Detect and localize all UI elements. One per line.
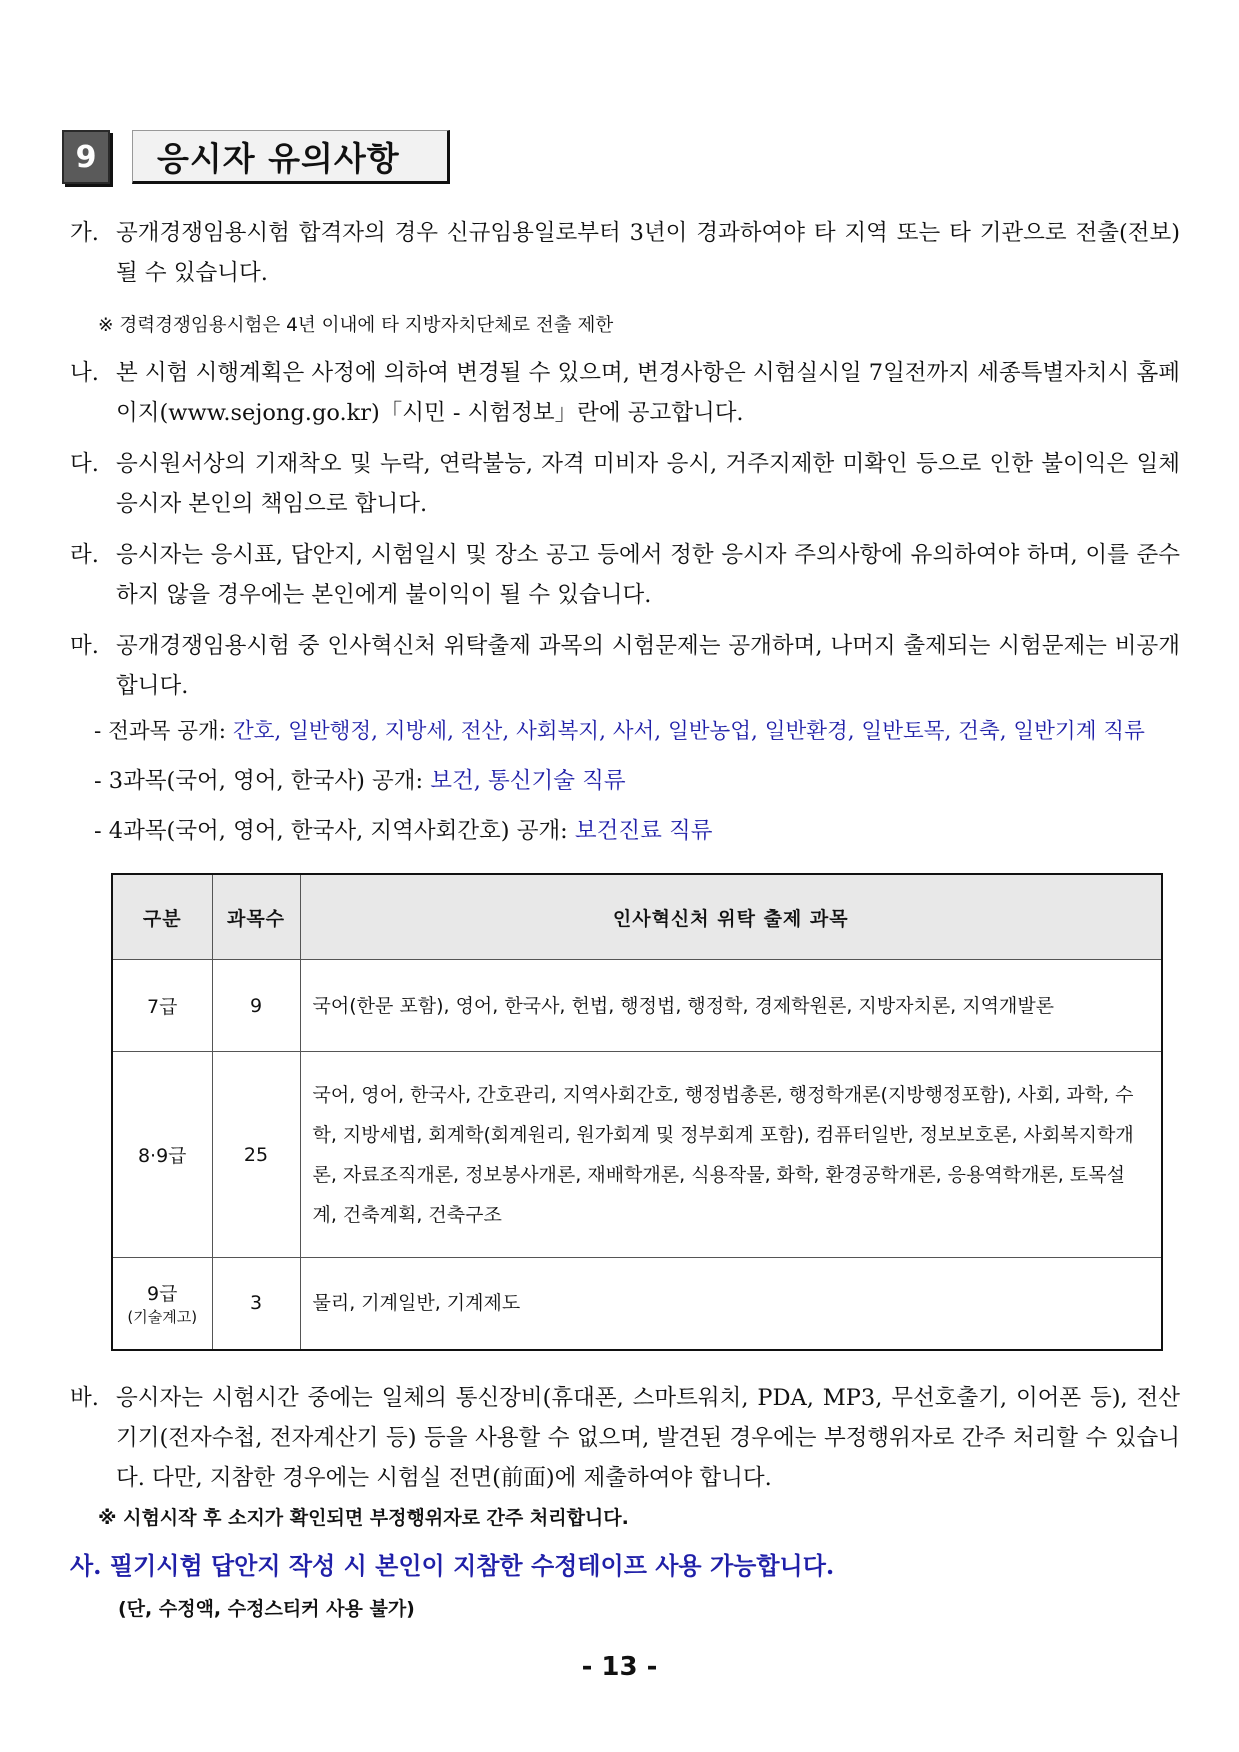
page-number: - 13 -: [581, 1652, 658, 1682]
grade-sub: (기술계고): [127, 1308, 198, 1327]
header-grade: 구분: [112, 874, 212, 960]
item-sa: 사. 필기시험 답안지 작성 시 본인이 지참한 수정테이프 사용 가능합니다.: [70, 1551, 835, 1580]
item-ba: [70, 1378, 1180, 1498]
header-count: 과목수: [212, 874, 300, 960]
cell-subjects: 국어(한문 포함), 영어, 한국사, 헌법, 행정법, 행정학, 경제학원론, 지방자치론, 지역개발론: [300, 960, 1162, 1052]
table-row: [112, 1052, 1162, 1258]
item-ra: [70, 535, 1180, 615]
item-label: 마.: [70, 633, 99, 659]
item-label: 라.: [70, 542, 99, 568]
table-header-row: [112, 874, 1162, 960]
header-subjects: 인사혁신처 위탁 출제 과목: [300, 874, 1162, 960]
disclosure-4: [94, 811, 712, 851]
item-label: 다.: [70, 451, 99, 477]
subjects-table: [111, 873, 1163, 1351]
item-ma: [70, 626, 1180, 706]
table-row: [112, 960, 1162, 1052]
cell-count: 3: [212, 1258, 300, 1350]
item-text: 공개경쟁임용시험 합격자의 경우 신규임용일로부터 3년이 경과하여야 타 지역 또는 타 기관으로 전출(전보)될 수 있습니다.: [116, 220, 1180, 286]
section-number: 9: [62, 130, 110, 184]
cell-grade: 7급: [112, 960, 212, 1052]
cell-subjects: 물리, 기계일반, 기계제도: [300, 1258, 1162, 1350]
cell-grade: [112, 1258, 212, 1350]
disclosure-value: 보건진료 직류: [574, 818, 713, 844]
item-label: 나.: [70, 360, 99, 386]
cell-subjects: 국어, 영어, 한국사, 간호관리, 지역사회간호, 행정법총론, 행정학개론(지방행정포함), 사회, 과학, 수학, 지방세법, 회계학(회계원리, 원가회계 및 정부회계 포함), 컴퓨터일반, 정보보호론, 사회복지학개론, 자료조직개론, 정보봉사개론, 재배학개론, 식용작물, 화학, 환경공학개론, 응용역학개론, 토목설계, 건축계획, 건축구조: [300, 1052, 1162, 1258]
disclosure-value: 간호, 일반행정, 지방세, 전산, 사회복지, 사서, 일반농업, 일반환경, 일반토목, 건축, 일반기계 직류: [232, 719, 1145, 744]
section-title: 응시자 유의사항: [132, 130, 450, 184]
cell-count: 9: [212, 960, 300, 1052]
item-text: 응시자는 시험시간 중에는 일체의 통신장비(휴대폰, 스마트워치, PDA, MP3, 무선호출기, 이어폰 등), 전산기기(전자수첩, 전자계산기 등) 등을 사용할 수 없으며, 발견된 경우에는 부정행위자로 간주 처리할 수 있습니다. 다만, 지참한 경우에는 시험실 전면(前面)에 제출하여야 합니다.: [116, 1385, 1180, 1491]
item-text: 공개경쟁임용시험 중 인사혁신처 위탁출제 과목의 시험문제는 공개하며, 나머지 출제되는 시험문제는 비공개합니다.: [116, 633, 1180, 699]
cell-grade: 8·9급: [112, 1052, 212, 1258]
item-label: 바.: [70, 1385, 99, 1411]
disclosure-all: [94, 712, 1145, 752]
item-text: 본 시험 시행계획은 사정에 의하여 변경될 수 있으며, 변경사항은 시험실시일 7일전까지 세종특별자치시 홈페이지(www.sejong.go.kr)「시민 - 시험정보」란에 공고합니다.: [116, 360, 1180, 426]
table-row: [112, 1258, 1162, 1350]
disclosure-prefix: - 전과목 공개:: [94, 719, 233, 744]
disclosure-3: [94, 761, 626, 801]
note-ga: ※ 경력경쟁임용시험은 4년 이내에 타 지방자치단체로 전출 제한: [98, 315, 614, 336]
disclosure-prefix: - 3과목(국어, 영어, 한국사) 공개:: [94, 768, 431, 794]
item-text: 응시원서상의 기재착오 및 누락, 연락불능, 자격 미비자 응시, 거주지제한 미확인 등으로 인한 불이익은 일체 응시자 본인의 책임으로 합니다.: [116, 451, 1180, 517]
item-label: 가.: [70, 220, 99, 246]
section-header: [62, 130, 462, 186]
disclosure-prefix: - 4과목(국어, 영어, 한국사, 지역사회간호) 공개:: [94, 818, 575, 844]
cell-count: 25: [212, 1052, 300, 1258]
note-ba: ※ 시험시작 후 소지가 확인되면 부정행위자로 간주 처리합니다.: [98, 1507, 629, 1529]
item-na: [70, 353, 1180, 433]
item-ga: [70, 213, 1180, 293]
item-sa-note: (단, 수정액, 수정스티커 사용 불가): [118, 1598, 415, 1620]
item-da: [70, 444, 1180, 524]
disclosure-value: 보건, 통신기술 직류: [430, 768, 626, 794]
item-text: 응시자는 응시표, 답안지, 시험일시 및 장소 공고 등에서 정한 응시자 주의사항에 유의하여야 하며, 이를 준수하지 않을 경우에는 본인에게 불이익이 될 수 있습니다.: [116, 542, 1180, 608]
grade-main: 9급: [147, 1283, 178, 1306]
